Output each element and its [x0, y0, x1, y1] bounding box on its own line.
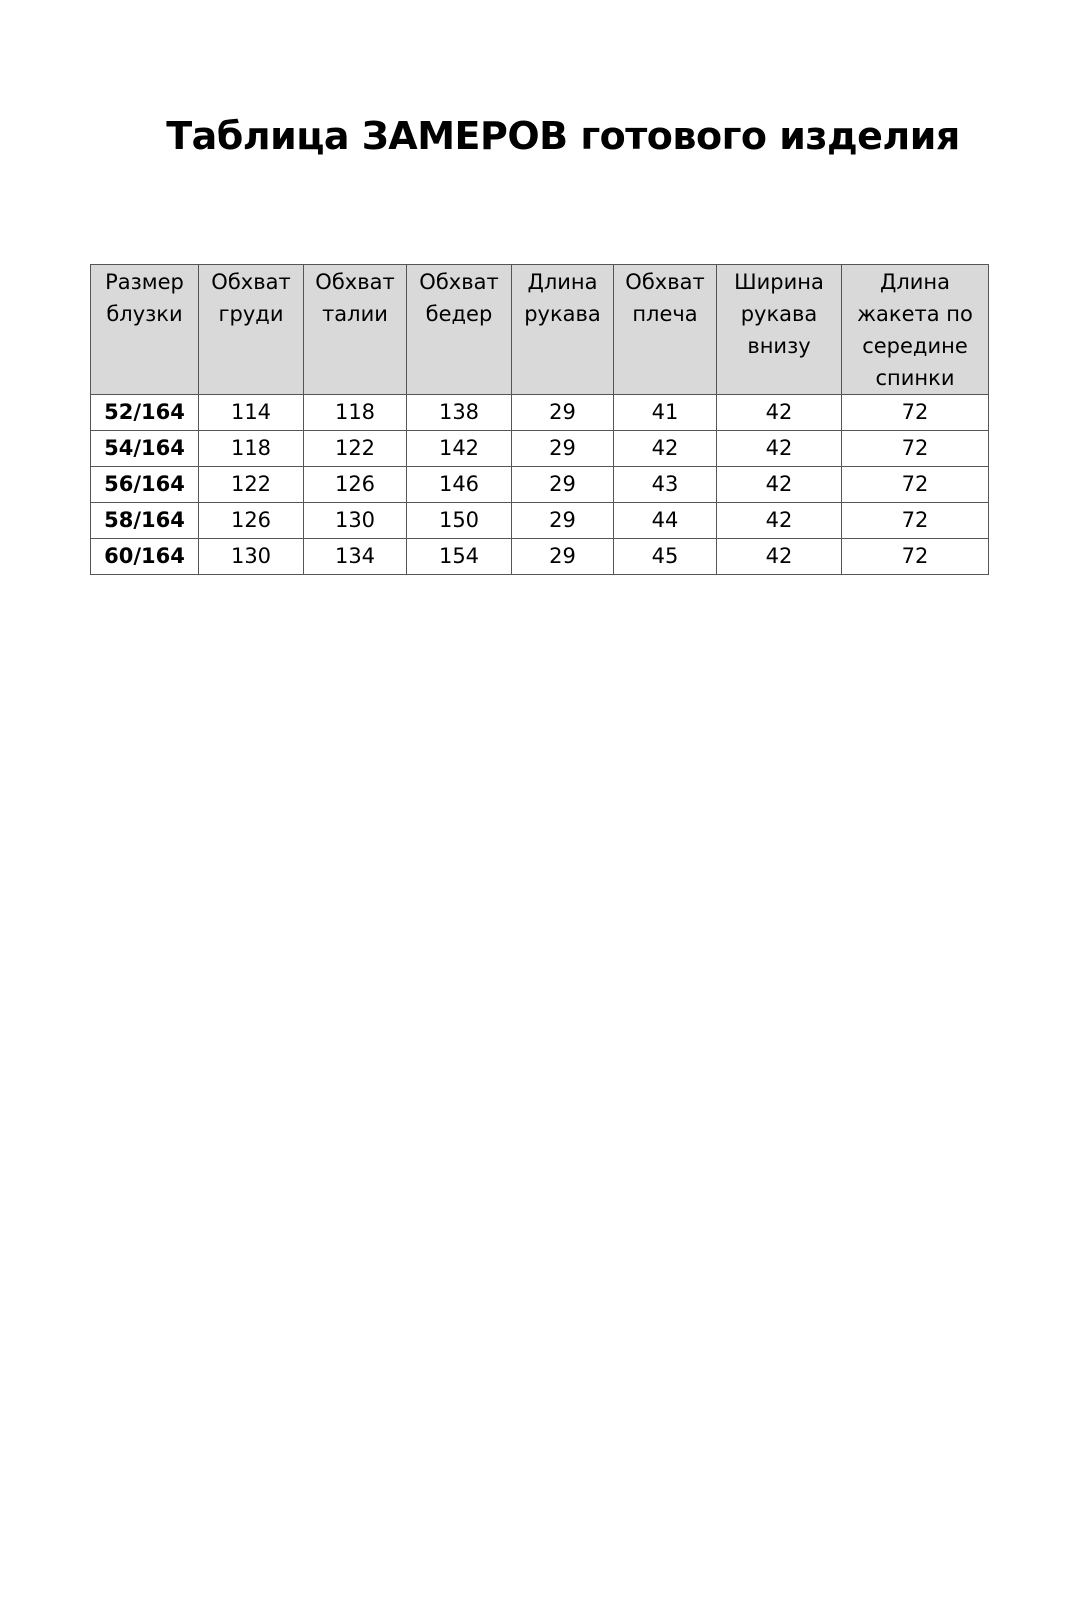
table-cell: 146 — [407, 467, 512, 503]
table-row — [91, 431, 989, 467]
table-cell: 154 — [407, 539, 512, 575]
table-cell: 42 — [717, 539, 842, 575]
size-cell: 58/164 — [91, 503, 199, 539]
size-cell: 54/164 — [91, 431, 199, 467]
table-cell: 72 — [842, 503, 989, 539]
table-cell: 130 — [199, 539, 304, 575]
size-cell: 56/164 — [91, 467, 199, 503]
header-chest: Обхват груди — [199, 265, 304, 395]
table-cell: 72 — [842, 467, 989, 503]
table-cell: 42 — [717, 503, 842, 539]
header-hips: Обхват бедер — [407, 265, 512, 395]
header-waist: Обхват талии — [304, 265, 407, 395]
table-cell: 114 — [199, 395, 304, 431]
size-cell: 52/164 — [91, 395, 199, 431]
table-cell: 126 — [304, 467, 407, 503]
table-cell: 41 — [614, 395, 717, 431]
table-cell: 126 — [199, 503, 304, 539]
table-cell: 118 — [304, 395, 407, 431]
table-cell: 122 — [199, 467, 304, 503]
table-row — [91, 503, 989, 539]
table-cell: 134 — [304, 539, 407, 575]
table-cell: 45 — [614, 539, 717, 575]
table-cell: 42 — [717, 467, 842, 503]
header-sleeve-length: Длина рукава — [512, 265, 614, 395]
table-cell: 72 — [842, 431, 989, 467]
table-cell: 42 — [717, 395, 842, 431]
table-cell: 122 — [304, 431, 407, 467]
size-cell: 60/164 — [91, 539, 199, 575]
table-cell: 142 — [407, 431, 512, 467]
table-cell: 138 — [407, 395, 512, 431]
table-cell: 29 — [512, 395, 614, 431]
table-cell: 42 — [717, 431, 842, 467]
table-cell: 43 — [614, 467, 717, 503]
table-cell: 29 — [512, 431, 614, 467]
table-cell: 72 — [842, 395, 989, 431]
table-row — [91, 467, 989, 503]
table-cell: 29 — [512, 467, 614, 503]
table-cell: 29 — [512, 539, 614, 575]
table-cell: 72 — [842, 539, 989, 575]
table-row — [91, 539, 989, 575]
table-cell: 150 — [407, 503, 512, 539]
table-row — [91, 395, 989, 431]
header-sleeve-width: Ширина рукава внизу — [717, 265, 842, 395]
table-header-row — [91, 265, 989, 395]
table-cell: 44 — [614, 503, 717, 539]
table-cell: 29 — [512, 503, 614, 539]
measurements-table — [90, 264, 989, 575]
table-cell: 130 — [304, 503, 407, 539]
header-size: Размер блузки — [91, 265, 199, 395]
page-title: Таблица ЗАМЕРОВ готового изделия — [166, 114, 960, 158]
header-jacket-length: Длина жакета по середине спинки — [842, 265, 989, 395]
table-cell: 42 — [614, 431, 717, 467]
table-cell: 118 — [199, 431, 304, 467]
header-shoulder: Обхват плеча — [614, 265, 717, 395]
